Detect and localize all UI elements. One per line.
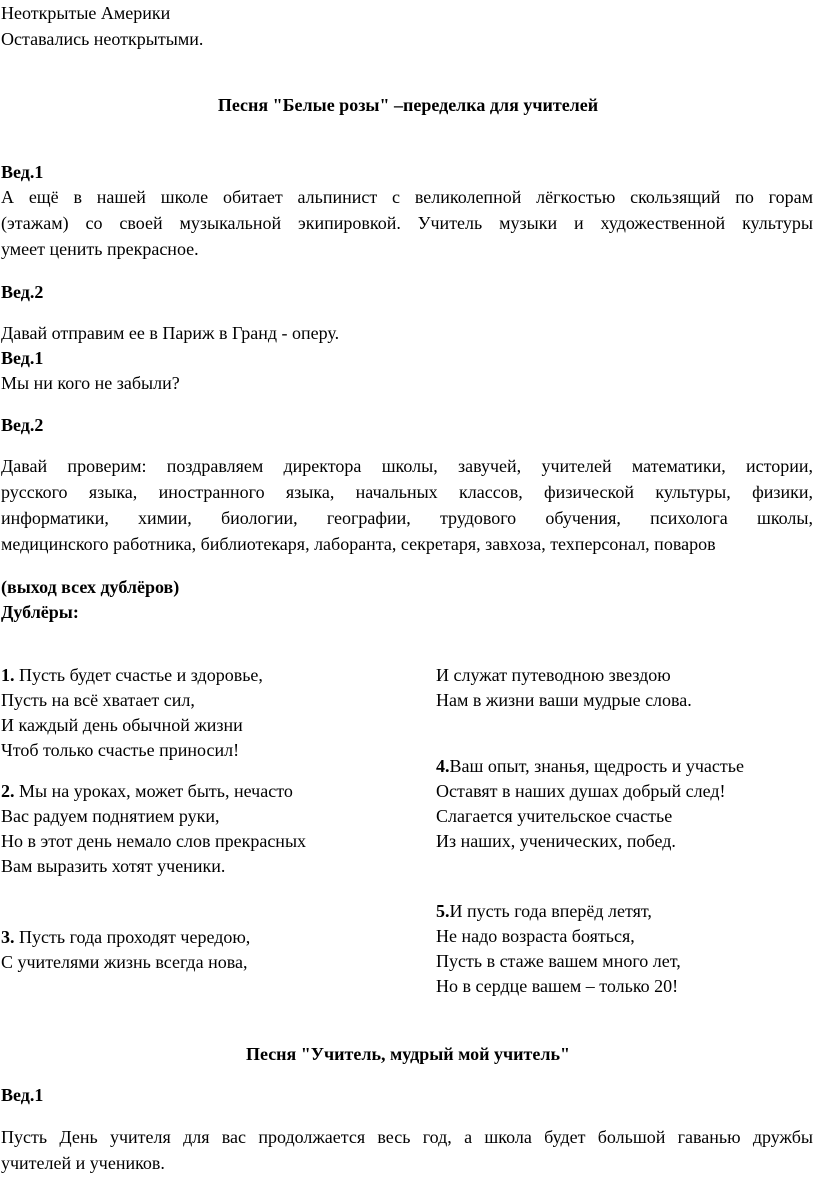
verse-line: Не надо возраста бояться, <box>436 926 635 946</box>
verse-2 <box>1 778 401 878</box>
verse-line: Но в этот день немало слов прекрасных <box>1 831 307 851</box>
verse-number: 5. <box>436 901 450 921</box>
paragraph-line: Пусть День учителя для вас продолжается весь год, а школа будет большой гаванью дружбы <box>1 1127 813 1147</box>
song-title-1: Песня "Белые розы" –переделка для учителей <box>217 95 599 115</box>
paragraph-line: информатики, химии, биологии, географии, трудового обучения, психолога школы, <box>1 508 813 528</box>
verse-line: Из наших, ученических, побед. <box>436 831 676 851</box>
verse-line: И служат путеводною звездою <box>436 665 671 685</box>
song-title-2: Песня "Учитель, мудрый мой учитель" <box>245 1044 570 1064</box>
verse-line: 4.Ваш опыт, знанья, щедрость и участье <box>436 756 744 776</box>
verse-line: Чтоб только счастье приносил! <box>1 740 240 760</box>
paragraph-line: А ещё в нашей школе обитает альпинист с великолепной лёгкостью скользящий по горам <box>1 187 813 207</box>
verse-5 <box>436 898 816 998</box>
verse-line: Оставят в наших душах добрый след! <box>436 781 726 801</box>
speaker-label: Вед.1 <box>1 162 44 182</box>
verse-number: 1. <box>1 665 15 685</box>
paragraph-line: умеет ценить прекрасное. <box>1 239 199 259</box>
verse-4 <box>436 753 816 853</box>
verse-3 <box>1 924 401 974</box>
paragraph-line: Давай отправим ее в Париж в Гранд - оперу. <box>1 323 340 343</box>
verse-number: 4. <box>436 756 450 776</box>
intro-line-1: Неоткрытые Америки <box>1 3 171 23</box>
verse-line: И каждый день обычной жизни <box>1 715 243 735</box>
verse-line: Вам выразить хотят ученики. <box>1 856 226 876</box>
speaker-label: Вед.2 <box>1 415 44 435</box>
verse-line: Но в сердце вашем – только 20! <box>436 976 679 996</box>
paragraph-line: (этажам) со своей музыкальной экипировкой. Учитель музыки и художественной культуры <box>1 213 813 233</box>
speaker-label: Вед.2 <box>1 282 44 302</box>
verse-line: 2. Мы на уроках, может быть, нечасто <box>1 781 293 801</box>
doubles-label: Дублёры: <box>1 602 79 622</box>
verse-line: Пусть на всё хватает сил, <box>1 690 195 710</box>
verse-continuation <box>436 662 816 712</box>
paragraph-line: медицинского работника, библиотекаря, лаборанта, секретаря, завхоза, техперсонал, поваров <box>1 534 716 554</box>
stage-direction: (выход всех дублёров) <box>1 577 180 597</box>
paragraph-line: русского языка, иностранного языка, начальных классов, физической культуры, физики, <box>1 482 813 502</box>
verse-line: 3. Пусть года проходят чередою, <box>1 927 251 947</box>
intro-line-2: Оставались неоткрытыми. <box>1 29 204 49</box>
paragraph-line: учителей и учеников. <box>1 1153 165 1173</box>
verse-line: Вас радуем поднятием руки, <box>1 806 220 826</box>
verse-number: 3. <box>1 927 15 947</box>
speaker-label: Вед.1 <box>1 348 44 368</box>
paragraph-line: Давай проверим: поздравляем директора школы, завучей, учителей математики, истории, <box>1 456 813 476</box>
verse-line: Нам в жизни ваши мудрые слова. <box>436 690 692 710</box>
paragraph-line: Мы ни кого не забыли? <box>1 373 180 393</box>
speaker-label: Вед.1 <box>1 1085 44 1105</box>
verse-line: С учителями жизнь всегда нова, <box>1 952 248 972</box>
verse-line: Пусть в стаже вашем много лет, <box>436 951 681 971</box>
verse-line: 1. Пусть будет счастье и здоровье, <box>1 665 263 685</box>
verse-line: Слагается учительское счастье <box>436 806 673 826</box>
verse-number: 2. <box>1 781 15 801</box>
verse-line: 5.И пусть года вперёд летят, <box>436 901 652 921</box>
verse-1 <box>1 662 401 762</box>
